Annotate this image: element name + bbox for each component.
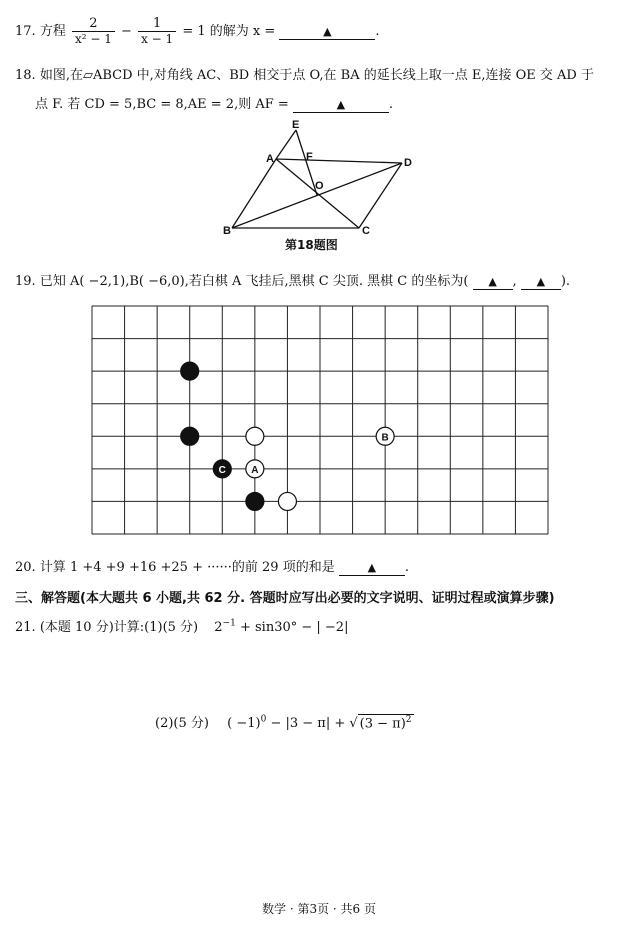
period: . (388, 97, 394, 112)
expression-1 (214, 620, 348, 635)
question-18-line-2 (35, 93, 393, 113)
question-19 (15, 270, 570, 290)
minus-sign: − (121, 24, 132, 39)
answer-placeholder-triangle: ▲ (323, 25, 332, 38)
period: . (404, 560, 409, 575)
question-number: 20. (15, 560, 36, 575)
black-stone (181, 362, 199, 380)
question-number: 21. (15, 620, 36, 635)
segment-ad (276, 159, 402, 163)
question-21-part-2 (155, 712, 414, 731)
question-17 (15, 17, 380, 46)
label-d: D (404, 157, 412, 169)
question-number: 18. (15, 68, 36, 83)
period: . (375, 24, 380, 39)
comma: , (512, 274, 517, 289)
black-stone-c (213, 460, 231, 478)
segment-dc (359, 163, 402, 228)
expr-exponent: −1 (222, 618, 236, 629)
fraction-numerator: 2 (72, 17, 115, 32)
radicand-exponent: 2 (405, 714, 412, 725)
expr-base: ( −1) (227, 716, 261, 731)
answer-blank[interactable] (279, 24, 375, 40)
white-stone-b (376, 427, 394, 445)
label-c: C (362, 225, 370, 237)
answer-blank-y[interactable] (521, 274, 561, 290)
closing-paren: ). (560, 274, 571, 289)
fraction-2 (138, 17, 176, 46)
question-18-line-1 (15, 64, 594, 83)
expr-exponent: 0 (260, 714, 267, 725)
fraction-denominator: x² − 1 (74, 32, 112, 46)
segment-ae (276, 130, 296, 159)
label-a: A (266, 153, 274, 165)
expr-rest: − |3 − π| + (270, 716, 346, 731)
answer-blank[interactable] (293, 97, 389, 113)
expr-rest: + sin30° − | −2| (239, 620, 349, 635)
white-stone-a (246, 460, 264, 478)
answer-blank[interactable] (339, 560, 405, 576)
fraction-1 (72, 17, 115, 46)
question-text: 已知 A( −2,1),B( −6,0),若白棋 A 飞挂后,黑棋 C 尖顶. 黑棋 C 的坐标为( (39, 274, 469, 289)
radicand-text: (3 − π) (359, 716, 406, 731)
answer-placeholder-triangle: ▲ (536, 275, 546, 288)
label-b: B (223, 225, 231, 237)
question-intro: (本题 10 分)计算:(1)(5 分) (39, 620, 199, 635)
stone-label: B (381, 432, 389, 444)
answer-placeholder-triangle: ▲ (488, 275, 497, 288)
sqrt-symbol: √ (349, 716, 358, 731)
question-prefix: 方程 (39, 24, 66, 39)
black-stone (246, 492, 264, 510)
question-number: 19. (15, 274, 36, 289)
question-number: 17. (15, 24, 36, 39)
black-stone (181, 427, 199, 445)
answer-placeholder-triangle: ▲ (336, 98, 346, 111)
label-e: E (292, 119, 300, 131)
diagonal-ac (276, 159, 359, 228)
white-stone (246, 427, 264, 445)
question-20 (15, 556, 409, 576)
fraction-denominator: x − 1 (141, 32, 174, 46)
parallelogram-figure (220, 118, 420, 238)
question-text: 计算 1 +4 +9 +16 +25 + ······的前 29 项的和是 (39, 560, 335, 575)
expr-base: 2 (214, 620, 223, 635)
question-text: 点 F. 若 CD = 5,BC = 8,AE = 2,则 AF = (35, 97, 289, 112)
label-f: F (306, 151, 313, 163)
diagonal-bd (232, 163, 402, 228)
white-stone (278, 492, 296, 510)
fraction-numerator: 1 (138, 17, 176, 32)
go-board (90, 304, 550, 536)
page-footer: 数学 · 第3页 · 共6 页 (262, 902, 376, 916)
question-text: = 1 的解为 x = (182, 24, 276, 39)
stone-label: A (251, 464, 259, 476)
section-heading: 三、解答题(本大题共 6 小题,共 62 分. 答题时应写出必要的文字说明、证明过程或演算步骤) (15, 591, 555, 606)
question-21-part-1 (15, 616, 348, 635)
label-o: O (315, 180, 324, 192)
answer-blank-x[interactable] (473, 274, 513, 290)
expression-2 (227, 716, 413, 731)
answer-placeholder-triangle: ▲ (367, 561, 377, 574)
stone-label: C (218, 464, 226, 476)
part-label: (2)(5 分) (155, 716, 209, 731)
figure-caption: 第18题图 (285, 238, 338, 252)
sqrt-radicand (358, 714, 414, 731)
question-text: 如图,在▱ABCD 中,对角线 AC、BD 相交于点 O,在 BA 的延长线上取一点 E,连接 OE 交 AD 于 (39, 68, 594, 83)
segment-ba (232, 159, 276, 228)
